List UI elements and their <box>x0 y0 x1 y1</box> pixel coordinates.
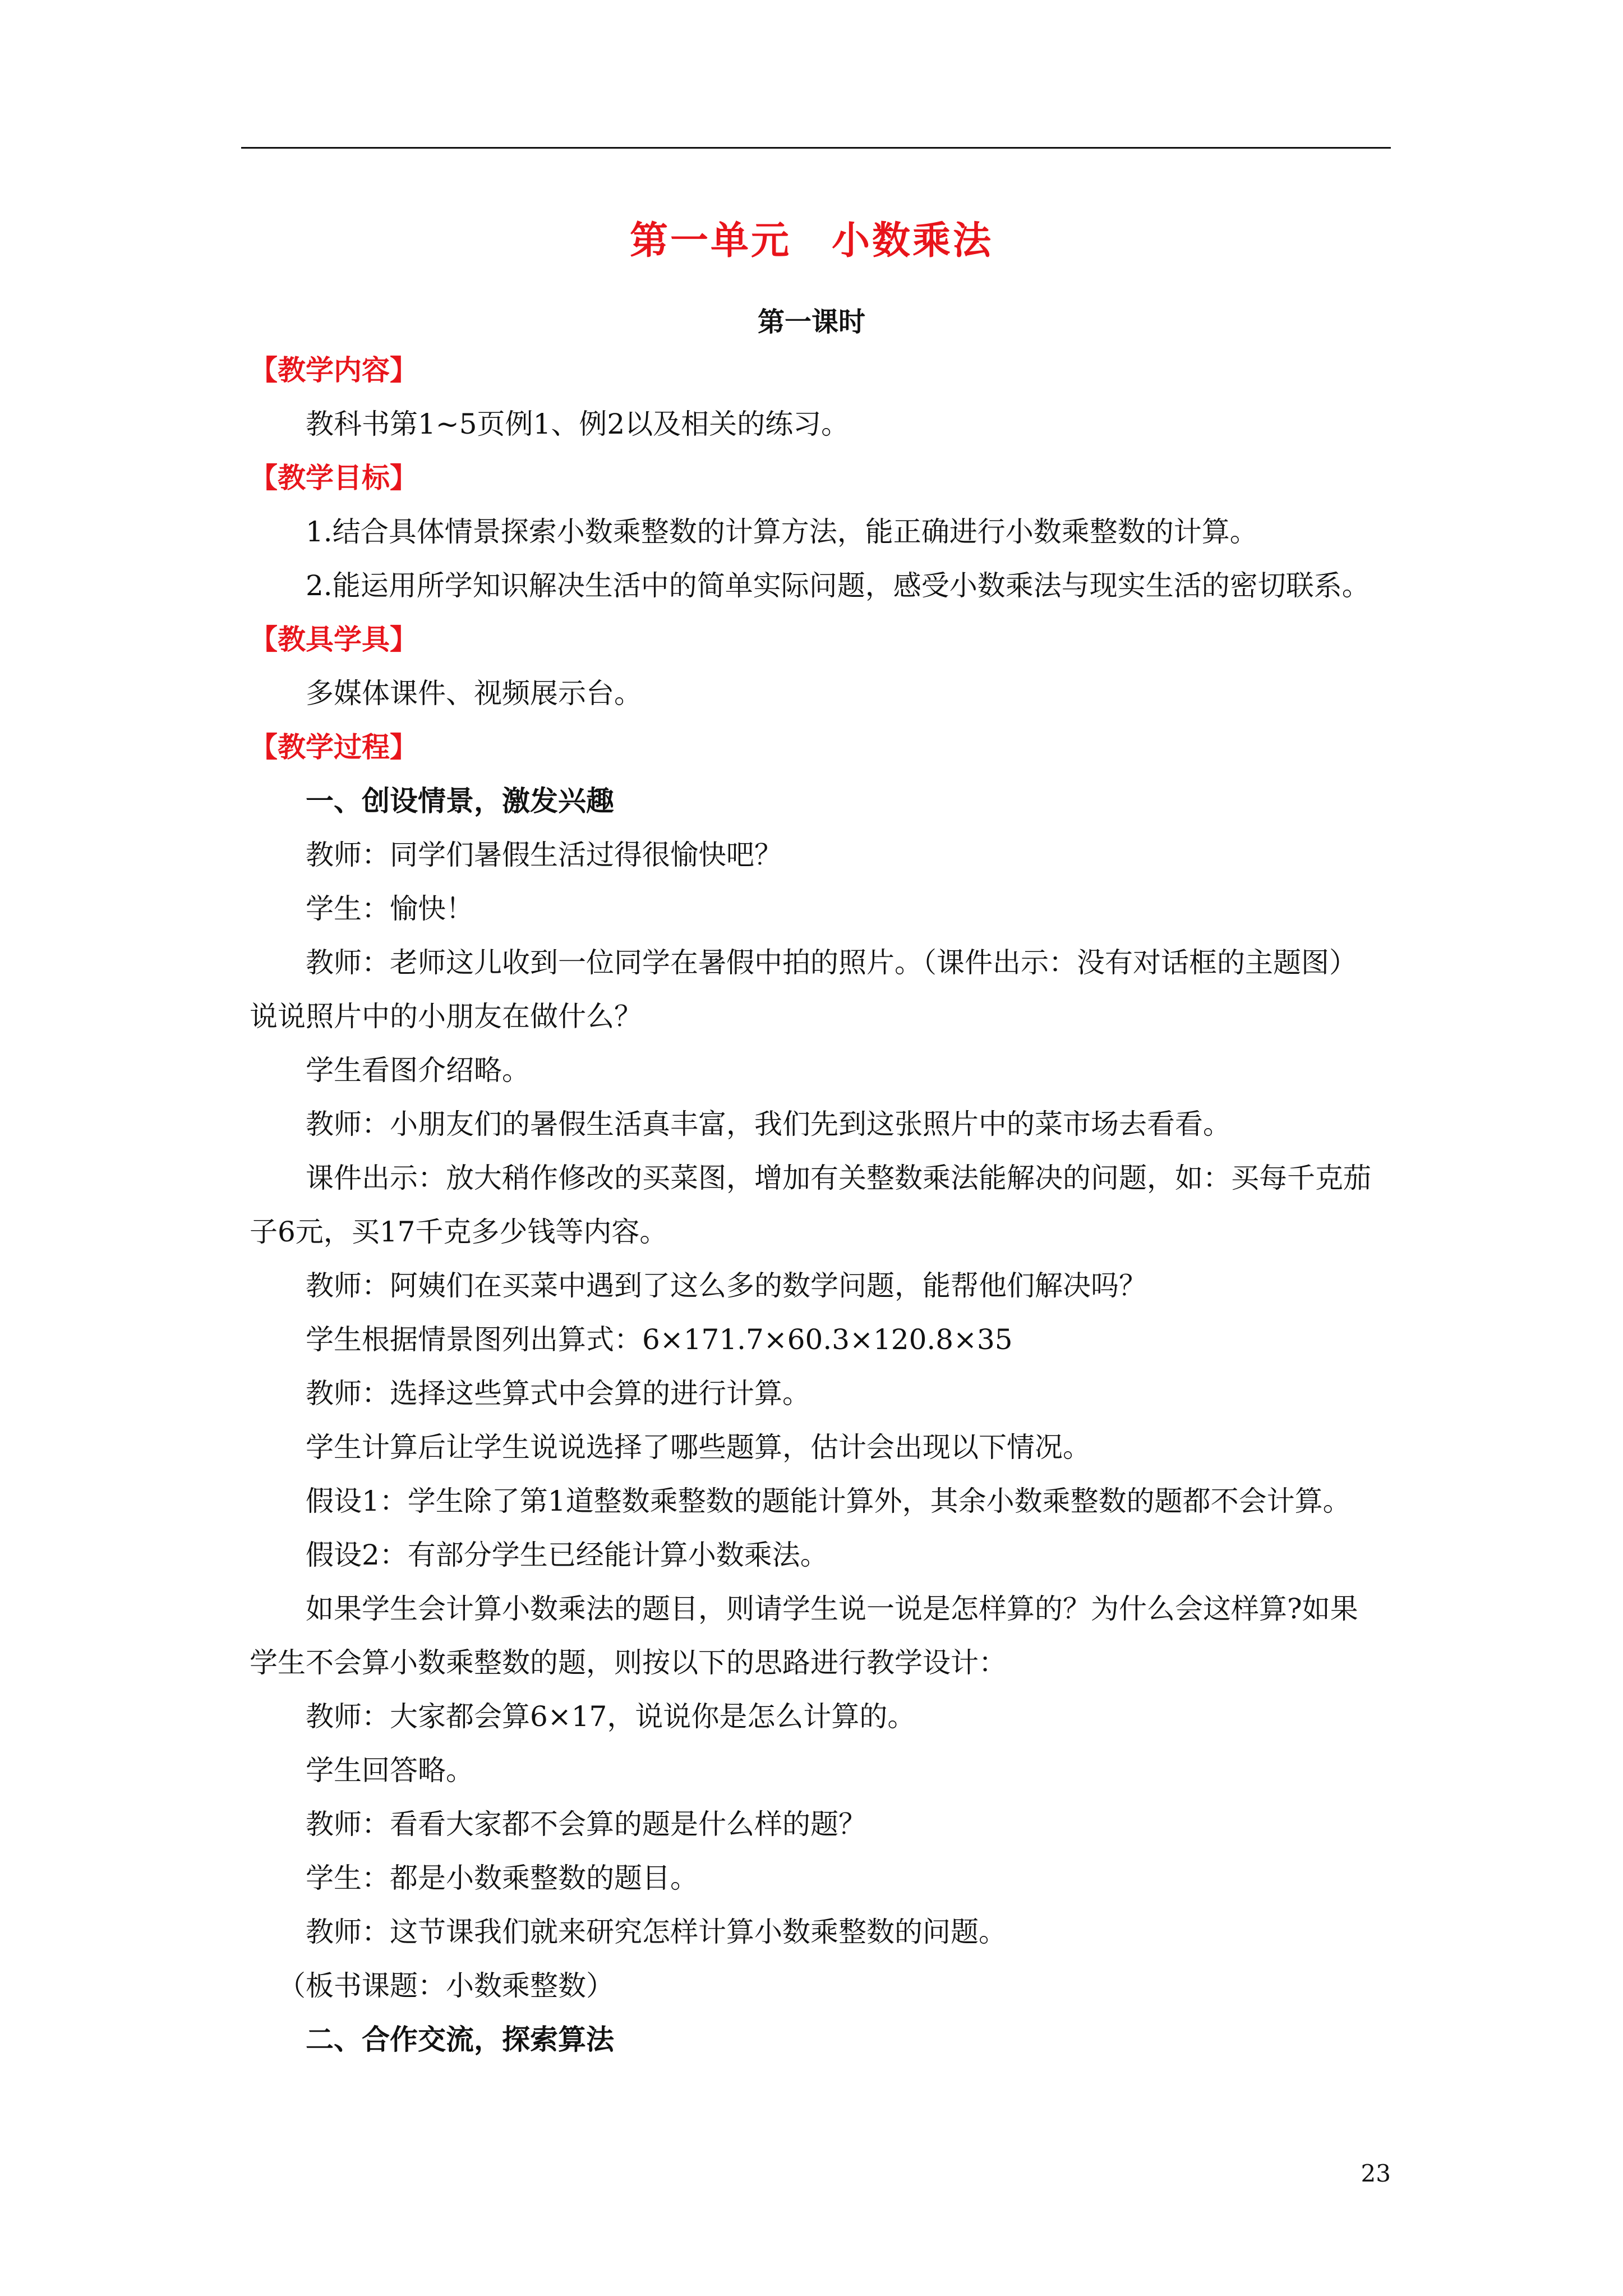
paragraph-line: 课件出示：放大稍作修改的买菜图，增加有关整数乘法能解决的问题，如：买每千克茄 <box>306 1162 1371 1194</box>
header-rule <box>241 147 1391 149</box>
process-heading: 【教学过程】 <box>250 730 418 763</box>
paragraph-line: 学生根据情景图列出算式：6×171.7×60.3×120.8×35 <box>306 1323 1013 1356</box>
paragraph-line: 说说照片中的小朋友在做什么？ <box>250 1000 642 1033</box>
paragraph-line: 学生回答略。 <box>306 1754 474 1787</box>
content-text: 教科书第1~5页例1、例2以及相关的练习。 <box>306 408 850 440</box>
content-heading: 【教学内容】 <box>250 353 418 386</box>
step-1-title: 一、创设情景，激发兴趣 <box>306 784 614 817</box>
paragraph-line: 如果学生会计算小数乘法的题目，则请学生说一说是怎样算的？为什么会这样算?如果 <box>306 1593 1358 1625</box>
tools-text: 多媒体课件、视频展示台。 <box>306 677 642 710</box>
tools-heading: 【教具学具】 <box>250 623 418 656</box>
paragraph-line: 假设2：有部分学生已经能计算小数乘法。 <box>306 1539 828 1571</box>
unit-title: 第一单元 小数乘法 <box>629 218 993 263</box>
paragraph-line: 子6元，买17千克多少钱等内容。 <box>250 1216 668 1248</box>
paragraph-line: 教师：大家都会算6×17，说说你是怎么计算的。 <box>306 1700 916 1733</box>
paragraph-line: 教师：同学们暑假生活过得很愉快吧？ <box>306 839 782 871</box>
paragraph-line: （板书课题：小数乘整数） <box>278 1970 614 2002</box>
goal-item: 2.能运用所学知识解决生活中的简单实际问题，感受小数乘法与现实生活的密切联系。 <box>306 569 1370 602</box>
paragraph-line: 学生不会算小数乘整数的题，则按以下的思路进行教学设计： <box>250 1646 1007 1679</box>
paragraph-line: 假设1：学生除了第1道整数乘整数的题能计算外，其余小数乘整数的题都不会计算。 <box>306 1485 1351 1517</box>
paragraph-line: 学生计算后让学生说说选择了哪些题算，估计会出现以下情况。 <box>306 1431 1091 1464</box>
paragraph-line: 教师：阿姨们在买菜中遇到了这么多的数学问题，能帮他们解决吗？ <box>306 1269 1147 1302</box>
paragraph-line: 教师：小朋友们的暑假生活真丰富，我们先到这张照片中的菜市场去看看。 <box>306 1108 1231 1140</box>
document-body <box>250 343 1388 2067</box>
paragraph-line: 教师：选择这些算式中会算的进行计算。 <box>306 1377 810 1410</box>
paragraph-line: 教师：看看大家都不会算的题是什么样的题？ <box>306 1808 866 1841</box>
page-number: 23 <box>1361 2160 1391 2187</box>
goals-heading: 【教学目标】 <box>250 461 418 494</box>
lesson-subtitle: 第一课时 <box>757 306 865 338</box>
paragraph-line: 学生：都是小数乘整数的题目。 <box>306 1862 698 1894</box>
paragraph-line: 教师：老师这儿收到一位同学在暑假中拍的照片。（课件出示：没有对话框的主题图） <box>306 946 1357 979</box>
paragraph-line: 学生看图介绍略。 <box>306 1054 530 1087</box>
goal-item: 1.结合具体情景探索小数乘整数的计算方法，能正确进行小数乘整数的计算。 <box>306 516 1258 548</box>
paragraph-line: 教师：这节课我们就来研究怎样计算小数乘整数的问题。 <box>306 1916 1007 1948</box>
step-2-title: 二、合作交流，探索算法 <box>306 2023 614 2056</box>
paragraph-line: 学生：愉快！ <box>306 892 474 925</box>
